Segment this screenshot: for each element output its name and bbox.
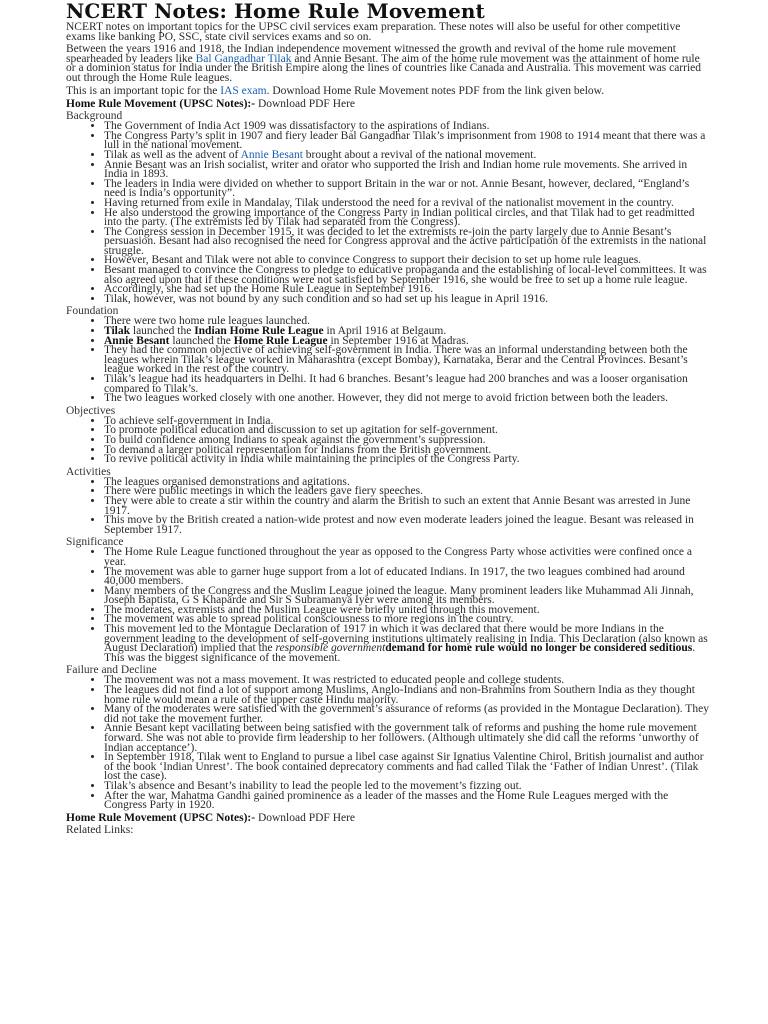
list-item-text: The movement was able to spread political consciousness to more regions in the country. [104, 613, 514, 626]
list-item-text: Tilak’s league had its headquarters in Delhi. It had 6 branches. Besant’s league had 200 branches and was a looser organisation compared to Tilak’s. [104, 373, 688, 395]
list-item-text: They were able to create a stir within the country and alarm the British to such an extent that Annie Besant was arrested in June 1917. [104, 494, 691, 517]
list-item-text: To build confidence among Indians to speak against the government’s suppression. [104, 433, 486, 446]
list-item-bold: demand for home rule would no longer be considered seditious [385, 642, 693, 655]
list-item-text: However, Besant and Tilak were not able to convince Congress to support their decision to set up home rule leagues. [104, 254, 642, 267]
list-item [104, 225, 710, 257]
list-item-bold: Home Rule League [233, 334, 328, 347]
intro-text: . Download Home Rule Movement notes PDF from the link given below. [266, 84, 605, 97]
inline-link[interactable]: Annie Besant [240, 148, 303, 161]
background-list [66, 122, 710, 304]
list-item [104, 292, 710, 305]
list-item-text: The leagues organised demonstrations and agitations. [104, 475, 350, 488]
list-item-text: The leaders in India were divided on whether to support Britain in the war or not. Annie Besant, however, declared, “England’s need is India’s opportunity”. [104, 177, 690, 200]
foundation-list [66, 317, 710, 403]
list-item-text: Tilak as well as the advent of [104, 148, 241, 161]
list-item-text: This movement led to the Montague Declaration of 1917 in which it was declared that there would be more Indians in the government leading to the development of self-governing institutions ultimately realising [104, 623, 664, 645]
activities-list [66, 475, 710, 536]
section-heading-activities: Activities [66, 465, 111, 478]
list-item-text: Accordingly, she had set up the Home Rule League in September 1916. [104, 283, 434, 296]
download-label: Home Rule Movement (UPSC Notes):- [66, 811, 256, 824]
list-item-text: The Congress session in December 1915, it was decided to let the extremists re-join the party largely due to Annie Besant’s persuasion. Besant had also recognised the need for Congress approval and the active participation of the extremists in the national struggle. [104, 225, 707, 257]
failure-list [66, 676, 710, 810]
intro-text: and Annie Besant. The aim of the home rule movement was the attainment of home rule or a dominion status for India under the British Empire along the lines of countries like Canada and Australia. This movement was carried out through the Home Rule leagues. [66, 52, 702, 84]
list-item-text: Annie Besant was an Irish socialist, writer and orator who supported the Irish and Indian home rule movements. She arrived in India in 1893. [104, 158, 688, 181]
intro-paragraph-3 [66, 84, 710, 97]
ias-exam-link[interactable]: IAS exam [220, 84, 267, 97]
intro-text: Between the years 1916 and 1918, the Indian independence movement witnessed the growth and revival of the home rule movement spearheaded by leaders like [66, 43, 676, 65]
list-item-text: In September 1918, Tilak went to England to pursue a libel case against Sir Ignatius Valentine Chirol, British journalist and author of the book ‘Indian Unrest’. The book contained deprecatory comments and had called Tilak the ‘Father of Indian Unrest’. (Tilak lost the case). [104, 751, 704, 783]
list-item [104, 625, 710, 663]
list-item [104, 346, 710, 375]
list-item [104, 394, 710, 404]
list-item-text: There were two home rule leagues launched. [104, 315, 310, 328]
list-item-text: . This was the biggest significance of the movement. [104, 642, 696, 664]
intro-text: This is an important topic for the [66, 84, 221, 97]
download-label: Home Rule Movement (UPSC Notes):- [66, 98, 256, 111]
list-item-bold: Indian Home Rule League [194, 325, 324, 338]
list-item-text: Tilak’s absence and Besant’s inability to lead the people led to the movement’s fizzing out. [104, 779, 522, 792]
list-item-text: The Congress Party’s split in 1907 and fiery leader Bal Gangadhar Tilak’s imprisonment from 1908 to 1914 meant that there was a lull in the national movement. [104, 129, 706, 152]
list-item-text: He also understood the growing importance of the Congress Party in Indian political circles, and that Tilak had to get readmitted into the party. (The extremists led by Tilak had separated from the Congress). [104, 206, 695, 229]
intro-paragraph: NCERT notes on important topics for the UPSC civil services exam preparation. These notes will also be useful for other competitive exams like banking PO, SSC, state civil services exams and so on. [66, 21, 681, 43]
list-item-text: brought about a revival of the national movement. [302, 148, 537, 161]
significance-list [66, 548, 710, 663]
list-item-text: Besant managed to convince the Congress to pledge to educative propaganda and the establishing of local-level committees. It was also agreed upon that if these conditions were not satisfied by September 1916, she would be free to set up a home rule league. [104, 264, 707, 286]
list-item-text: launched the [169, 334, 234, 347]
list-item-italic: responsible government [275, 642, 386, 655]
list-item-text: They had the common objective of achieving self-government in India. There was an informal understanding between both the leagues wherein Tilak’s league worked in Maharashtra (except Bombay), Karnataka, Berar and the Central Provinces. Besant’s league worked in the rest of the country. [104, 344, 688, 376]
list-item-text: Many of the moderates were satisfied with the government’s assurance of reforms (as provided in the Montague Declaration). They did not take the movement further. [104, 703, 709, 725]
page-title: NCERT Notes: Home Rule Movement [66, 0, 485, 23]
download-pdf-link[interactable]: Download PDF Here [255, 98, 356, 111]
list-item-text: The leagues did not find a lot of support among Muslims, Anglo-Indians and non-Brahmins from Southern India as they thought home rule would mean a rule of the upper caste Hindu majority. [104, 684, 695, 706]
list-item [104, 455, 710, 465]
section-heading-significance: Significance [66, 536, 124, 549]
tilak-link[interactable]: Bal Gangadhar Tilak [195, 52, 292, 65]
list-item-bold: Tilak [104, 325, 130, 338]
objectives-list [66, 414, 710, 466]
list-item-text: To promote political education and discussion to set up agitation for self-government. [104, 424, 498, 437]
section-heading-foundation: Foundation [66, 305, 119, 318]
list-item-text: in April 1916 at Belgaum. [323, 325, 447, 338]
download-pdf-link[interactable]: Download PDF Here [255, 811, 356, 824]
list-item-text: in September 1916 at Madras. [327, 334, 469, 347]
list-item-text: The moderates, extremists and the Muslim League were briefly united through this movement. [104, 603, 540, 616]
list-item-text: After the war, Mahatma Gandhi gained prominence as a leader of the masses and the Home Rule Leagues merged with the Congress Party in 1920. [104, 789, 669, 812]
list-item-text: The two leagues worked closely with one another. However, they did not merge to avoid friction between both the leaders. [104, 392, 668, 405]
intro-paragraph-2 [66, 45, 710, 83]
list-item-text: launched the [130, 325, 195, 338]
list-item [104, 516, 710, 535]
list-item-text: in India. This Declaration (also known as August Declaration) implied that the [104, 632, 708, 655]
section-heading-failure: Failure and Decline [66, 664, 157, 677]
list-item [104, 724, 710, 753]
list-item-text: The movement was able to garner huge support from a lot of educated Indians. In 1917, the two leagues combined had around 40,000 members. [104, 565, 685, 588]
list-item [104, 789, 710, 812]
list-item [104, 753, 710, 782]
list-item-text: This move by the British created a nation-wide protest and now even moderate leaders joined the league. Besant was released in September 1917. [104, 514, 694, 536]
list-item-text: The movement was not a mass movement. It was restricted to educated people and college students. [104, 674, 565, 687]
list-item-text: The Government of India Act 1909 was dissatisfactory to the aspirations of Indians. [104, 120, 490, 133]
list-item-text: There were public meetings in which the leaders gave fiery speeches. [104, 485, 423, 498]
list-item-text: The Home Rule League functioned throughout the year as opposed to the Congress Party whose activities were confined once a year. [104, 546, 692, 568]
download-line-top [66, 99, 710, 109]
list-item-text: Having returned from exile in Mandalay, Tilak understood the need for a revival of the nationalist movement in the country. [104, 196, 674, 209]
section-heading-background: Background [66, 110, 123, 123]
list-item-text: Annie Besant kept vacillating between being satisfied with the government talk of reforms and pushing the home rule movement forward. She was not able to provide firm leadership to her followers. (Although ultimately she did call the reforms ‘unworthy of Indian acceptance’). [104, 722, 699, 754]
list-item-text: To revive political activity in India while maintaining the principles of the Congress Party. [104, 453, 520, 466]
list-item-text: Many members of the Congress and the Muslim League joined the league. Many prominent leaders like Muhammad Ali Jinnah, Joseph Baptista, G S Khaparde and Sir S Subramanya Iyer were among its members. [104, 584, 694, 607]
list-item-text: To demand a larger political representation for Indians from the British government. [104, 443, 492, 456]
section-heading-objectives: Objectives [66, 404, 116, 417]
download-line-bottom [66, 813, 710, 823]
list-item-text: To achieve self-government in India. [104, 414, 274, 427]
list-item-text: Tilak, however, was not bound by any such condition and so had set up his league in April 1916. [104, 292, 549, 305]
related-links-label: Related Links: [66, 823, 134, 836]
list-item-bold: Annie Besant [104, 334, 170, 347]
